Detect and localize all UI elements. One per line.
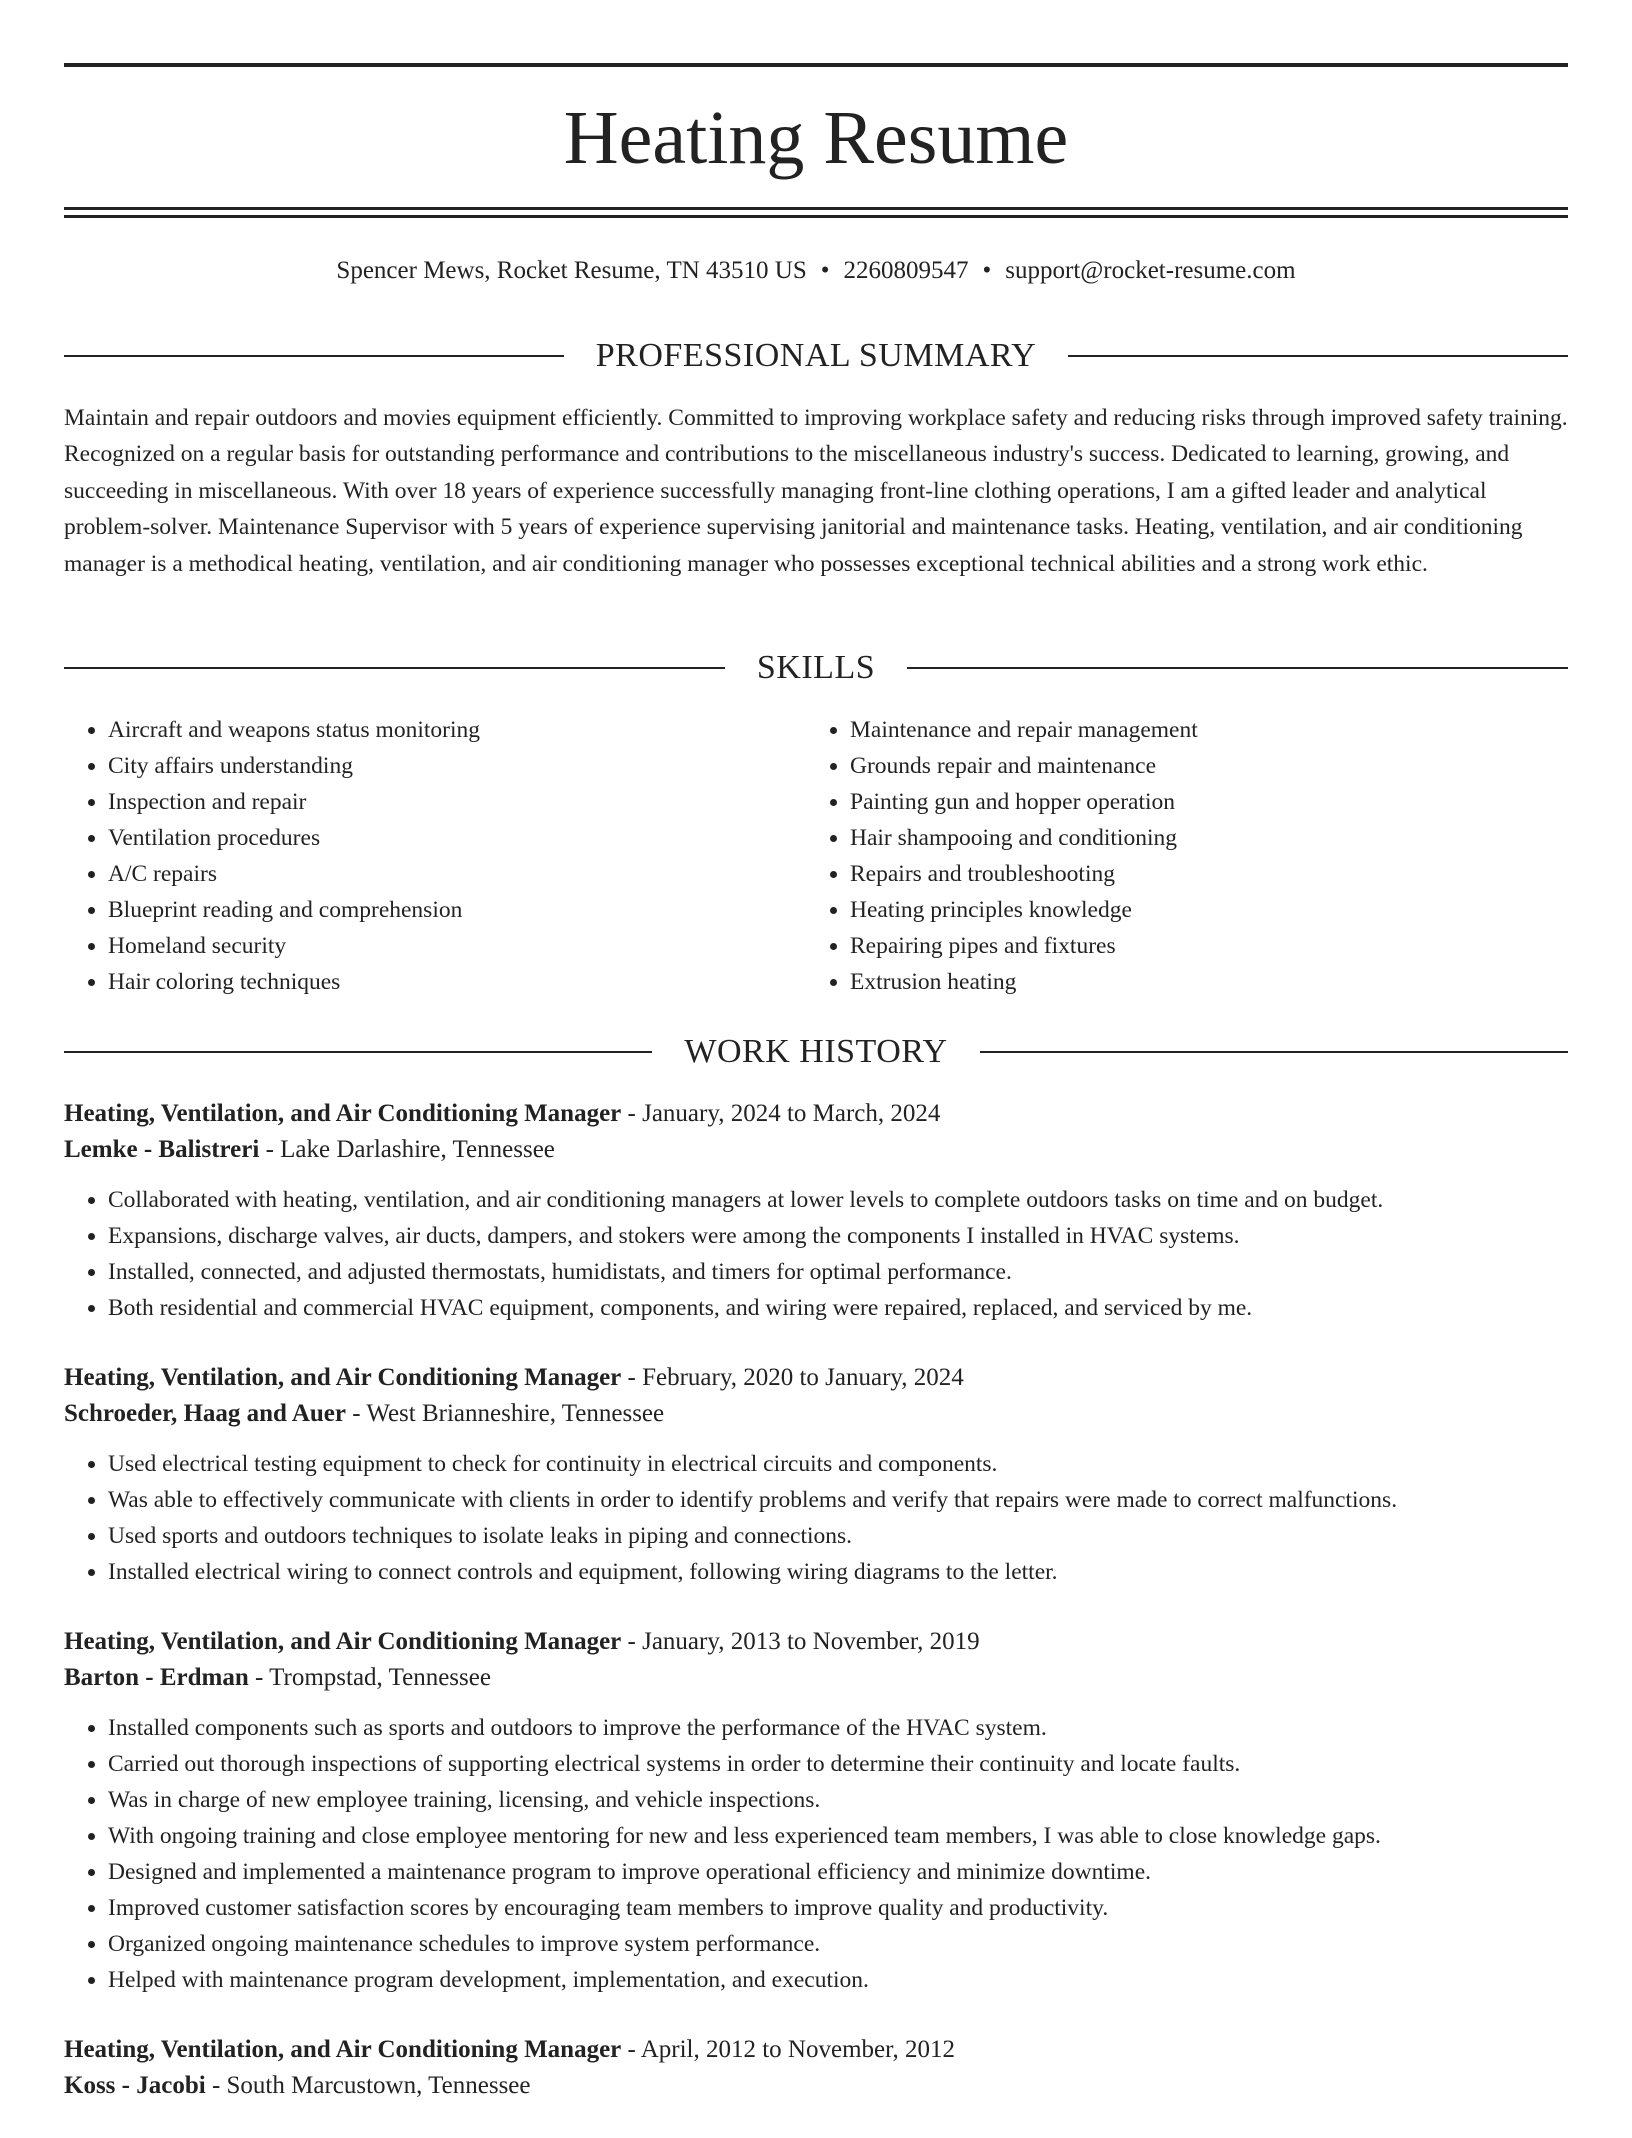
work-history (64, 1096, 1568, 2138)
job-bullet: • Expansions, discharge valves, air ducts, dampers, and stokers were among the components I installed in HVAC systems. (108, 1218, 1568, 1254)
job-bullet: • Both residential and commercial HVAC equipment, components, and wiring were repaired, replaced, and serviced by me. (108, 1290, 1568, 1326)
skill-item: • City affairs understanding (108, 748, 808, 784)
job-dates: - February, 2020 to January, 2024 (621, 1364, 964, 1391)
job-company: Schroeder, Haag and Auer (64, 1400, 346, 1427)
heading-rule-right (980, 1051, 1568, 1053)
job-dates: - January, 2013 to November, 2019 (621, 1628, 980, 1655)
summary-text: Maintain and repair outdoors and movies equipment efficiently. Committed to improving workplace safety and reducing risks through improved safety training. Recognized on a regular basis for outstanding performance and contributions to the miscellaneous industry's success. Dedicated to learning, growing, and succeeding in miscellaneous. With over 18 years of experience successfully managing front-line clothing operations, I am a gifted leader and analytical problem-solver. Maintenance Supervisor with 5 years of experience supervising janitorial and maintenance tasks. Heating, ventilation, and air conditioning manager is a methodical heating, ventilation, and air conditioning manager who possesses exceptional technical abilities and a strong work ethic. (64, 405, 1568, 577)
job-title-line (64, 1096, 1568, 1132)
job-company-line (64, 1132, 1568, 1168)
job-bullet: • With ongoing training and close employee mentoring for new and less experienced team members, I was able to close knowledge gaps. (108, 1818, 1568, 1854)
job-title-line (64, 1624, 1568, 1660)
skill-item: • Repairs and troubleshooting (850, 856, 1550, 892)
skills-heading: SKILLS (756, 649, 876, 686)
job-location: - West Brianneshire, Tennessee (345, 1400, 665, 1427)
job-company-line (64, 2068, 1568, 2104)
skill-item: • Extrusion heating (850, 964, 1550, 1000)
job-company: Koss - Jacobi (64, 2072, 206, 2099)
header-top-rule (64, 63, 1568, 67)
job-bullet: • Installed, connected, and adjusted thermostats, humidistats, and timers for optimal performance. (108, 1254, 1568, 1290)
job-company: Lemke - Balistreri (64, 1136, 260, 1163)
job-title: Heating, Ventilation, and Air Conditioning Manager (64, 1628, 622, 1655)
skill-item: • Repairing pipes and fixtures (850, 928, 1550, 964)
job-entry (64, 2032, 1568, 2104)
skill-item: • Inspection and repair (108, 784, 808, 820)
summary-section-heading (64, 336, 1568, 376)
job-company-line (64, 1396, 1568, 1432)
contact-separator: • (820, 257, 830, 284)
job-bullet: • Carried out thorough inspections of supporting electrical systems in order to determine their continuity and locate faults. (108, 1746, 1568, 1782)
job-entry (64, 1096, 1568, 1326)
heading-rule-right (1068, 355, 1568, 357)
header-double-rule-upper (64, 207, 1568, 210)
contact-phone: 2260809547 (843, 257, 969, 284)
contact-line (0, 255, 1632, 287)
skill-item: • Blueprint reading and comprehension (108, 892, 808, 928)
skill-item: • Heating principles knowledge (850, 892, 1550, 928)
resume-title: Heating Resume (563, 96, 1069, 180)
job-title: Heating, Ventilation, and Air Conditioning Manager (64, 1364, 622, 1391)
skills-section-heading (64, 648, 1568, 688)
job-bullets (64, 1182, 1568, 1326)
job-title-line (64, 2032, 1568, 2068)
job-bullet: • Installed electrical wiring to connect controls and equipment, following wiring diagrams to the letter. (108, 1554, 1568, 1590)
job-title: Heating, Ventilation, and Air Conditioning Manager (64, 2036, 622, 2063)
skill-item: • Ventilation procedures (108, 820, 808, 856)
skill-item: • Aircraft and weapons status monitoring (108, 712, 808, 748)
skills-column-left (64, 712, 808, 1000)
heading-rule-left (64, 1051, 652, 1053)
job-bullet: • Was able to effectively communicate with clients in order to identify problems and verify that repairs were made to correct malfunctions. (108, 1482, 1568, 1518)
heading-rule-left (64, 667, 725, 669)
job-bullet: • Organized ongoing maintenance schedules to improve system performance. (108, 1926, 1568, 1962)
job-entry (64, 1624, 1568, 1998)
skill-item: • Homeland security (108, 928, 808, 964)
header-double-rule-lower (64, 215, 1568, 218)
job-bullet: • Was in charge of new employee training, licensing, and vehicle inspections. (108, 1782, 1568, 1818)
job-company-line (64, 1660, 1568, 1696)
skill-item: • Maintenance and repair management (850, 712, 1550, 748)
job-title-line (64, 1360, 1568, 1396)
job-bullet: • Helped with maintenance program development, implementation, and execution. (108, 1962, 1568, 1998)
job-bullets (64, 1710, 1568, 1998)
job-bullet: • Collaborated with heating, ventilation, and air conditioning managers at lower levels to complete outdoors tasks on time and on budget. (108, 1182, 1568, 1218)
job-entry (64, 1360, 1568, 1590)
contact-email: support@rocket-resume.com (1005, 257, 1296, 284)
job-location: - South Marcustown, Tennessee (205, 2072, 531, 2099)
work-section-heading (64, 1032, 1568, 1072)
job-company: Barton - Erdman (64, 1664, 249, 1691)
job-bullet: • Used electrical testing equipment to check for continuity in electrical circuits and components. (108, 1446, 1568, 1482)
job-bullet: • Installed components such as sports and outdoors to improve the performance of the HVAC system. (108, 1710, 1568, 1746)
skills-column-right (806, 712, 1550, 1000)
job-title: Heating, Ventilation, and Air Conditioning Manager (64, 1100, 622, 1127)
heading-rule-right (907, 667, 1568, 669)
work-heading: WORK HISTORY (684, 1033, 948, 1070)
skill-item: • Painting gun and hopper operation (850, 784, 1550, 820)
job-location: - Lake Darlashire, Tennessee (259, 1136, 555, 1163)
job-bullet: • Designed and implemented a maintenance program to improve operational efficiency and minimize downtime. (108, 1854, 1568, 1890)
skill-item: • Hair coloring techniques (108, 964, 808, 1000)
job-bullet: • Improved customer satisfaction scores by encouraging team members to improve quality and productivity. (108, 1890, 1568, 1926)
job-dates: - January, 2024 to March, 2024 (621, 1100, 941, 1127)
skill-item: • Grounds repair and maintenance (850, 748, 1550, 784)
job-location: - Trompstad, Tennessee (248, 1664, 491, 1691)
heading-rule-left (64, 355, 564, 357)
job-bullet: • Used sports and outdoors techniques to isolate leaks in piping and connections. (108, 1518, 1568, 1554)
summary-heading: PROFESSIONAL SUMMARY (595, 337, 1037, 374)
job-bullets (64, 1446, 1568, 1590)
contact-separator: • (982, 257, 992, 284)
skill-item: • Hair shampooing and conditioning (850, 820, 1550, 856)
skill-item: • A/C repairs (108, 856, 808, 892)
contact-address: Spencer Mews, Rocket Resume, TN 43510 US (336, 257, 807, 284)
job-dates: - April, 2012 to November, 2012 (621, 2036, 955, 2063)
